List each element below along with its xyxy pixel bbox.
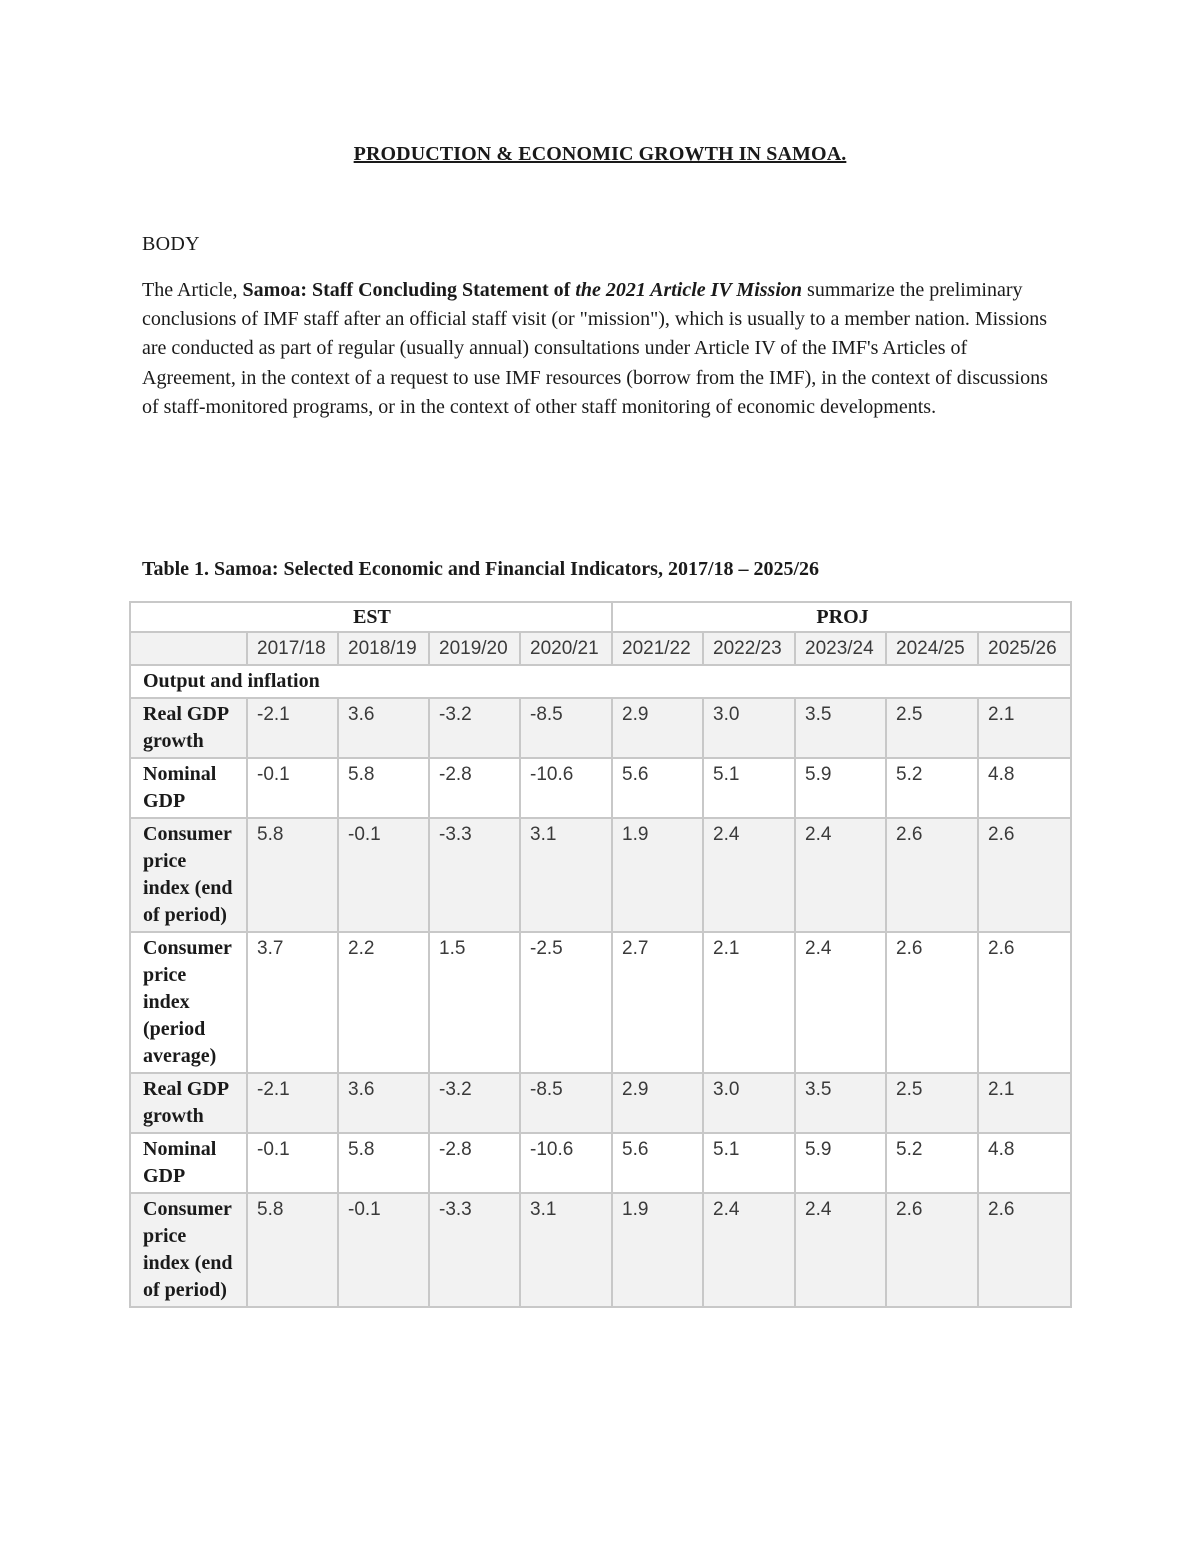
value-cell: 4.8 bbox=[978, 1133, 1071, 1193]
value-cell: 5.6 bbox=[612, 758, 703, 818]
value-cell: -3.2 bbox=[429, 698, 520, 758]
value-cell: 4.8 bbox=[978, 758, 1071, 818]
year-header: 2023/24 bbox=[795, 632, 886, 665]
year-header: 2020/21 bbox=[520, 632, 612, 665]
year-header: 2017/18 bbox=[247, 632, 338, 665]
year-header-blank bbox=[130, 632, 247, 665]
table-row bbox=[130, 818, 1071, 932]
value-cell: 5.9 bbox=[795, 1133, 886, 1193]
row-label: Consumer price index (period average) bbox=[130, 932, 247, 1073]
value-cell: -0.1 bbox=[247, 1133, 338, 1193]
value-cell: 5.1 bbox=[703, 758, 795, 818]
value-cell: 3.0 bbox=[703, 1073, 795, 1133]
value-cell: 5.6 bbox=[612, 1133, 703, 1193]
table-row bbox=[130, 698, 1071, 758]
value-cell: -3.3 bbox=[429, 1193, 520, 1307]
table-section-row bbox=[130, 665, 1071, 698]
value-cell: 5.8 bbox=[338, 758, 429, 818]
value-cell: 2.4 bbox=[795, 932, 886, 1073]
table-group-header-row bbox=[130, 602, 1071, 632]
value-cell: 2.4 bbox=[703, 818, 795, 932]
section-heading: BODY bbox=[142, 233, 200, 255]
value-cell: 2.1 bbox=[978, 1073, 1071, 1133]
value-cell: -3.2 bbox=[429, 1073, 520, 1133]
value-cell: 1.9 bbox=[612, 1193, 703, 1307]
document-title: PRODUCTION & ECONOMIC GROWTH IN SAMOA. bbox=[353, 143, 847, 165]
year-header: 2022/23 bbox=[703, 632, 795, 665]
row-label: Consumer price index (end of period) bbox=[130, 1193, 247, 1307]
value-cell: 2.1 bbox=[978, 698, 1071, 758]
value-cell: 2.6 bbox=[978, 818, 1071, 932]
value-cell: 2.6 bbox=[978, 1193, 1071, 1307]
value-cell: 1.5 bbox=[429, 932, 520, 1073]
row-label: Nominal GDP bbox=[130, 1133, 247, 1193]
table-caption: Table 1. Samoa: Selected Economic and Financial Indicators, 2017/18 – 2025/26 bbox=[142, 558, 820, 580]
body-paragraph bbox=[142, 276, 1062, 422]
value-cell: -10.6 bbox=[520, 758, 612, 818]
paragraph-lead: The Article, bbox=[142, 279, 243, 301]
value-cell: -3.3 bbox=[429, 818, 520, 932]
value-cell: 3.6 bbox=[338, 1073, 429, 1133]
value-cell: 2.2 bbox=[338, 932, 429, 1073]
article-title-bold-italic: the 2021 Article IV Mission bbox=[575, 279, 803, 301]
article-title-bold: Samoa: Staff Concluding Statement of bbox=[242, 279, 576, 301]
value-cell: 3.6 bbox=[338, 698, 429, 758]
value-cell: 2.5 bbox=[886, 698, 978, 758]
paragraph-rest: summarize the preliminary conclusions of IMF staff after an official staff visit (or "mission"), which is usually to a member nation. Missions are conducted as part of regular (usually annual) consultations under Article IV of the IMF's Articles of Agreement, in the context of a request to use IMF resources (borrow from the IMF), in the context of discussions of staff-monitored programs, or in the context of other staff monitoring of economic developments. bbox=[142, 279, 1048, 418]
value-cell: 2.9 bbox=[612, 1073, 703, 1133]
year-header: 2018/19 bbox=[338, 632, 429, 665]
value-cell: 2.1 bbox=[703, 932, 795, 1073]
value-cell: 2.7 bbox=[612, 932, 703, 1073]
value-cell: 2.4 bbox=[795, 818, 886, 932]
value-cell: 3.5 bbox=[795, 1073, 886, 1133]
value-cell: 5.1 bbox=[703, 1133, 795, 1193]
row-label: Real GDP growth bbox=[130, 698, 247, 758]
value-cell: 5.2 bbox=[886, 758, 978, 818]
value-cell: -8.5 bbox=[520, 1073, 612, 1133]
section-label-output-inflation: Output and inflation bbox=[130, 665, 1071, 698]
est-group-header: EST bbox=[130, 602, 612, 632]
value-cell: 5.9 bbox=[795, 758, 886, 818]
row-label: Consumer price index (end of period) bbox=[130, 818, 247, 932]
indicators-table bbox=[129, 601, 1072, 1308]
value-cell: 2.6 bbox=[978, 932, 1071, 1073]
value-cell: 2.5 bbox=[886, 1073, 978, 1133]
year-header: 2021/22 bbox=[612, 632, 703, 665]
value-cell: 3.7 bbox=[247, 932, 338, 1073]
table-year-header-row bbox=[130, 632, 1071, 665]
value-cell: 1.9 bbox=[612, 818, 703, 932]
proj-group-header: PROJ bbox=[612, 602, 1071, 632]
year-header: 2019/20 bbox=[429, 632, 520, 665]
value-cell: -2.1 bbox=[247, 1073, 338, 1133]
value-cell: 3.5 bbox=[795, 698, 886, 758]
value-cell: 2.6 bbox=[886, 1193, 978, 1307]
table-row bbox=[130, 932, 1071, 1073]
row-label: Real GDP growth bbox=[130, 1073, 247, 1133]
value-cell: 5.8 bbox=[247, 1193, 338, 1307]
value-cell: 2.4 bbox=[703, 1193, 795, 1307]
value-cell: 2.6 bbox=[886, 932, 978, 1073]
value-cell: 5.8 bbox=[338, 1133, 429, 1193]
value-cell: -0.1 bbox=[247, 758, 338, 818]
value-cell: -2.8 bbox=[429, 758, 520, 818]
value-cell: -2.5 bbox=[520, 932, 612, 1073]
value-cell: 2.4 bbox=[795, 1193, 886, 1307]
table-row bbox=[130, 1193, 1071, 1307]
value-cell: -0.1 bbox=[338, 1193, 429, 1307]
year-header: 2025/26 bbox=[978, 632, 1071, 665]
value-cell: -10.6 bbox=[520, 1133, 612, 1193]
value-cell: -0.1 bbox=[338, 818, 429, 932]
value-cell: -2.8 bbox=[429, 1133, 520, 1193]
value-cell: 3.1 bbox=[520, 818, 612, 932]
value-cell: 5.8 bbox=[247, 818, 338, 932]
table-row bbox=[130, 1073, 1071, 1133]
table-row bbox=[130, 1133, 1071, 1193]
value-cell: -2.1 bbox=[247, 698, 338, 758]
value-cell: 2.6 bbox=[886, 818, 978, 932]
value-cell: 3.0 bbox=[703, 698, 795, 758]
value-cell: 3.1 bbox=[520, 1193, 612, 1307]
value-cell: 5.2 bbox=[886, 1133, 978, 1193]
row-label: Nominal GDP bbox=[130, 758, 247, 818]
value-cell: 2.9 bbox=[612, 698, 703, 758]
year-header: 2024/25 bbox=[886, 632, 978, 665]
value-cell: -8.5 bbox=[520, 698, 612, 758]
table-row bbox=[130, 758, 1071, 818]
